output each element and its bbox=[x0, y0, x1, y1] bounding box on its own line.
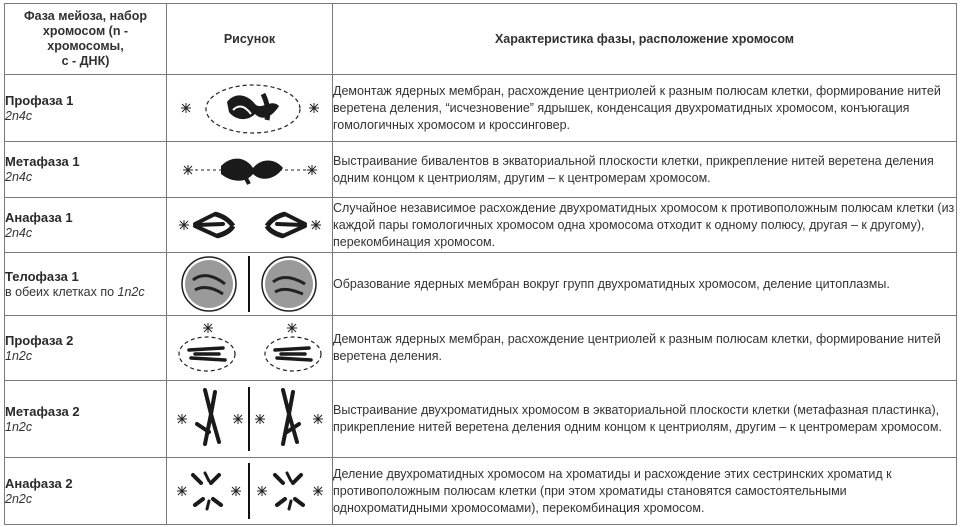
phase-name: Профаза 1 bbox=[5, 92, 74, 108]
figure-cell bbox=[167, 316, 333, 381]
phase-name: Анафаза 2 bbox=[5, 475, 73, 491]
table-row bbox=[5, 142, 957, 198]
phase-cell bbox=[5, 198, 167, 253]
phase-formula: 2n4c bbox=[5, 108, 33, 123]
description-cell: Выстраивание бивалентов в экваториальной плоскости клетки, прикрепление нитей веретена деления одним концом к центриолям, другим – к центромерам хромосом. bbox=[333, 142, 957, 198]
figure-cell bbox=[167, 253, 333, 316]
description-cell: Выстраивание двухроматидных хромосом в экваториальной плоскости клетки (метафазная пластинка), прикрепление нитей веретена деления одним концом к центриолям, другим – к центромерам хромосом. bbox=[333, 381, 957, 458]
phase-formula: в обеих клетках по 1n2c bbox=[5, 284, 145, 299]
header-phase bbox=[5, 4, 167, 75]
phase-formula: 2n4c bbox=[5, 225, 33, 240]
table-row bbox=[5, 458, 957, 525]
phase-cell bbox=[5, 316, 167, 381]
phase-formula: 2n2c bbox=[5, 491, 33, 506]
phase-cell bbox=[5, 253, 167, 316]
figure-cell bbox=[167, 198, 333, 253]
description-cell: Деление двухроматидных хромосом на хроматиды и расхождение этих сестринских хроматид к противоположным полюсам клетки (при этом хроматиды становятся самостоятельными однохроматидными хромосомами), перекомбинация хромосом. bbox=[333, 458, 957, 525]
figure-cell bbox=[167, 458, 333, 525]
phase-formula: 1n2c bbox=[5, 348, 33, 363]
header-row bbox=[5, 4, 957, 75]
figure-cell bbox=[167, 75, 333, 142]
table-row bbox=[5, 198, 957, 253]
table-row bbox=[5, 381, 957, 458]
phase-name: Профаза 2 bbox=[5, 332, 74, 348]
description-cell: Демонтаж ядерных мембран, расхождение центриолей к разным полюсам клетки, формирование нитей веретена деления, “исчезновение” ядрышек, конденсация двухроматидных хромосом, конъюгация гомологичных хромосом и кроссинговер. bbox=[333, 75, 957, 142]
header-phase-line: Фаза мейоза, набор bbox=[23, 9, 148, 23]
anaphase-1-figure bbox=[175, 202, 325, 248]
phase-cell bbox=[5, 75, 167, 142]
phase-formula: 1n2c bbox=[5, 419, 33, 434]
phase-name: Метафаза 2 bbox=[5, 403, 80, 419]
description-cell: Образование ядерных мембран вокруг групп двухроматидных хромосом, деление цитоплазмы. bbox=[333, 253, 957, 316]
meiosis-table bbox=[4, 3, 957, 525]
prophase-1-figure bbox=[175, 80, 325, 136]
telophase-1-figure bbox=[175, 254, 325, 314]
phase-name: Телофаза 1 bbox=[5, 268, 79, 284]
header-phase-line: c - ДНК) bbox=[61, 54, 110, 68]
phase-name: Метафаза 1 bbox=[5, 154, 80, 169]
table-row bbox=[5, 316, 957, 381]
table-row bbox=[5, 253, 957, 316]
table-row bbox=[5, 75, 957, 142]
figure-cell bbox=[167, 142, 333, 198]
header-phase-line: хромосом (n - bbox=[42, 24, 129, 38]
header-phase-line: хромосомы, bbox=[47, 39, 124, 53]
phase-formula: 2n4c bbox=[5, 170, 33, 184]
header-figure: Рисунок bbox=[167, 4, 333, 75]
prophase-2-figure bbox=[175, 320, 325, 376]
metaphase-1-figure bbox=[175, 146, 325, 194]
phase-cell bbox=[5, 142, 167, 198]
header-description: Характеристика фазы, расположение хромосом bbox=[333, 4, 957, 75]
figure-cell bbox=[167, 381, 333, 458]
phase-cell bbox=[5, 458, 167, 525]
description-cell: Случайное независимое расхождение двухроматидных хромосом к противоположным полюсам клетки (из каждой пары гомологичных хромосом одна хромосома отходит к одному полюсу, другая – к другому), перекомбинация хромосом. bbox=[333, 198, 957, 253]
phase-name: Анафаза 1 bbox=[5, 209, 73, 225]
description-cell: Демонтаж ядерных мембран, расхождение центриолей к разным полюсам клетки, формирование нитей веретена деления. bbox=[333, 316, 957, 381]
anaphase-2-figure bbox=[175, 461, 325, 521]
phase-cell bbox=[5, 381, 167, 458]
metaphase-2-figure bbox=[175, 384, 325, 454]
